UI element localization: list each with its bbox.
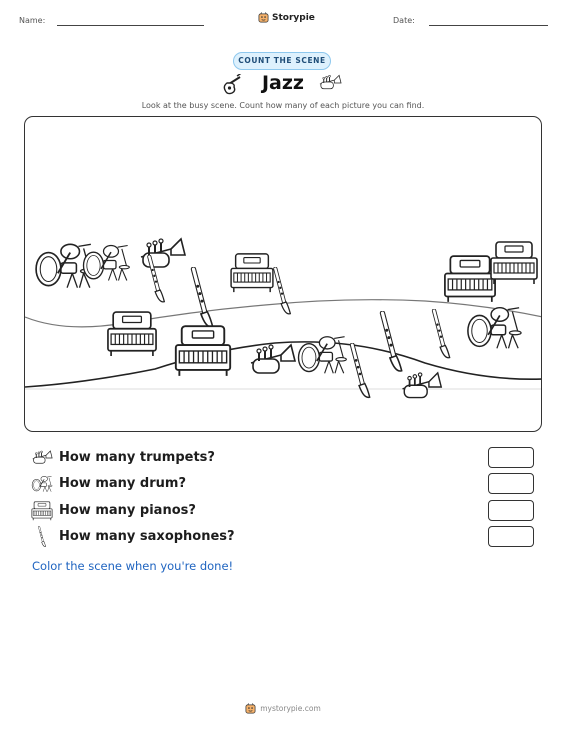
question-text: How many pianos? — [59, 503, 196, 518]
brand-logo — [258, 12, 315, 23]
site-footer — [0, 703, 566, 714]
trumpet-1 — [141, 239, 185, 267]
activity-tag: COUNT THE SCENE — [233, 52, 331, 70]
answer-box-saxophones[interactable] — [488, 526, 534, 547]
name-label: Name: — [19, 16, 46, 25]
piano-icon — [31, 500, 53, 522]
date-line[interactable] — [429, 25, 548, 26]
trumpet-icon — [318, 73, 342, 93]
hill-line-front — [25, 342, 542, 387]
trumpet-3 — [403, 373, 442, 398]
date-label: Date: — [393, 16, 415, 25]
piano-4 — [108, 312, 156, 356]
footer-url[interactable]: mystorypie.com — [260, 704, 321, 713]
answer-box-trumpets[interactable] — [488, 447, 534, 468]
instructions: Look at the busy scene. Count how many of each picture you can find. — [141, 101, 425, 110]
question-row-trumpets — [31, 447, 536, 469]
clarinet-5 — [382, 313, 401, 371]
answer-box-pianos[interactable] — [488, 500, 534, 521]
piano-5 — [176, 326, 230, 376]
question-row-saxophones — [31, 526, 536, 548]
title-text: Jazz — [261, 72, 304, 94]
drum-kit-4 — [468, 308, 521, 349]
storypie-logo-icon — [245, 703, 256, 714]
clarinet-2 — [193, 269, 212, 327]
trumpet-icon — [31, 447, 53, 469]
drum-kit-2 — [84, 246, 130, 281]
storypie-logo-icon — [258, 12, 269, 23]
piano-2 — [445, 256, 495, 302]
piano-3 — [491, 242, 537, 284]
clarinet-4 — [352, 345, 369, 397]
brand-name: Storypie — [272, 12, 315, 23]
question-row-drums — [31, 473, 536, 495]
scene-illustration — [24, 116, 542, 432]
question-text: How many saxophones? — [59, 529, 235, 544]
page-title — [0, 72, 566, 94]
clarinet-3 — [275, 269, 290, 314]
piano-1 — [231, 254, 273, 292]
question-text: How many drum? — [59, 476, 186, 491]
guitar-icon — [223, 74, 247, 96]
question-row-pianos — [31, 500, 536, 522]
trumpet-2 — [251, 345, 295, 373]
saxophone-icon — [31, 526, 53, 548]
answer-box-drums[interactable] — [488, 473, 534, 494]
drum-icon — [31, 473, 53, 495]
question-text: How many trumpets? — [59, 450, 215, 465]
color-instruction: Color the scene when you're done! — [32, 559, 234, 573]
clarinet-6 — [434, 311, 450, 358]
name-line[interactable] — [57, 25, 204, 26]
